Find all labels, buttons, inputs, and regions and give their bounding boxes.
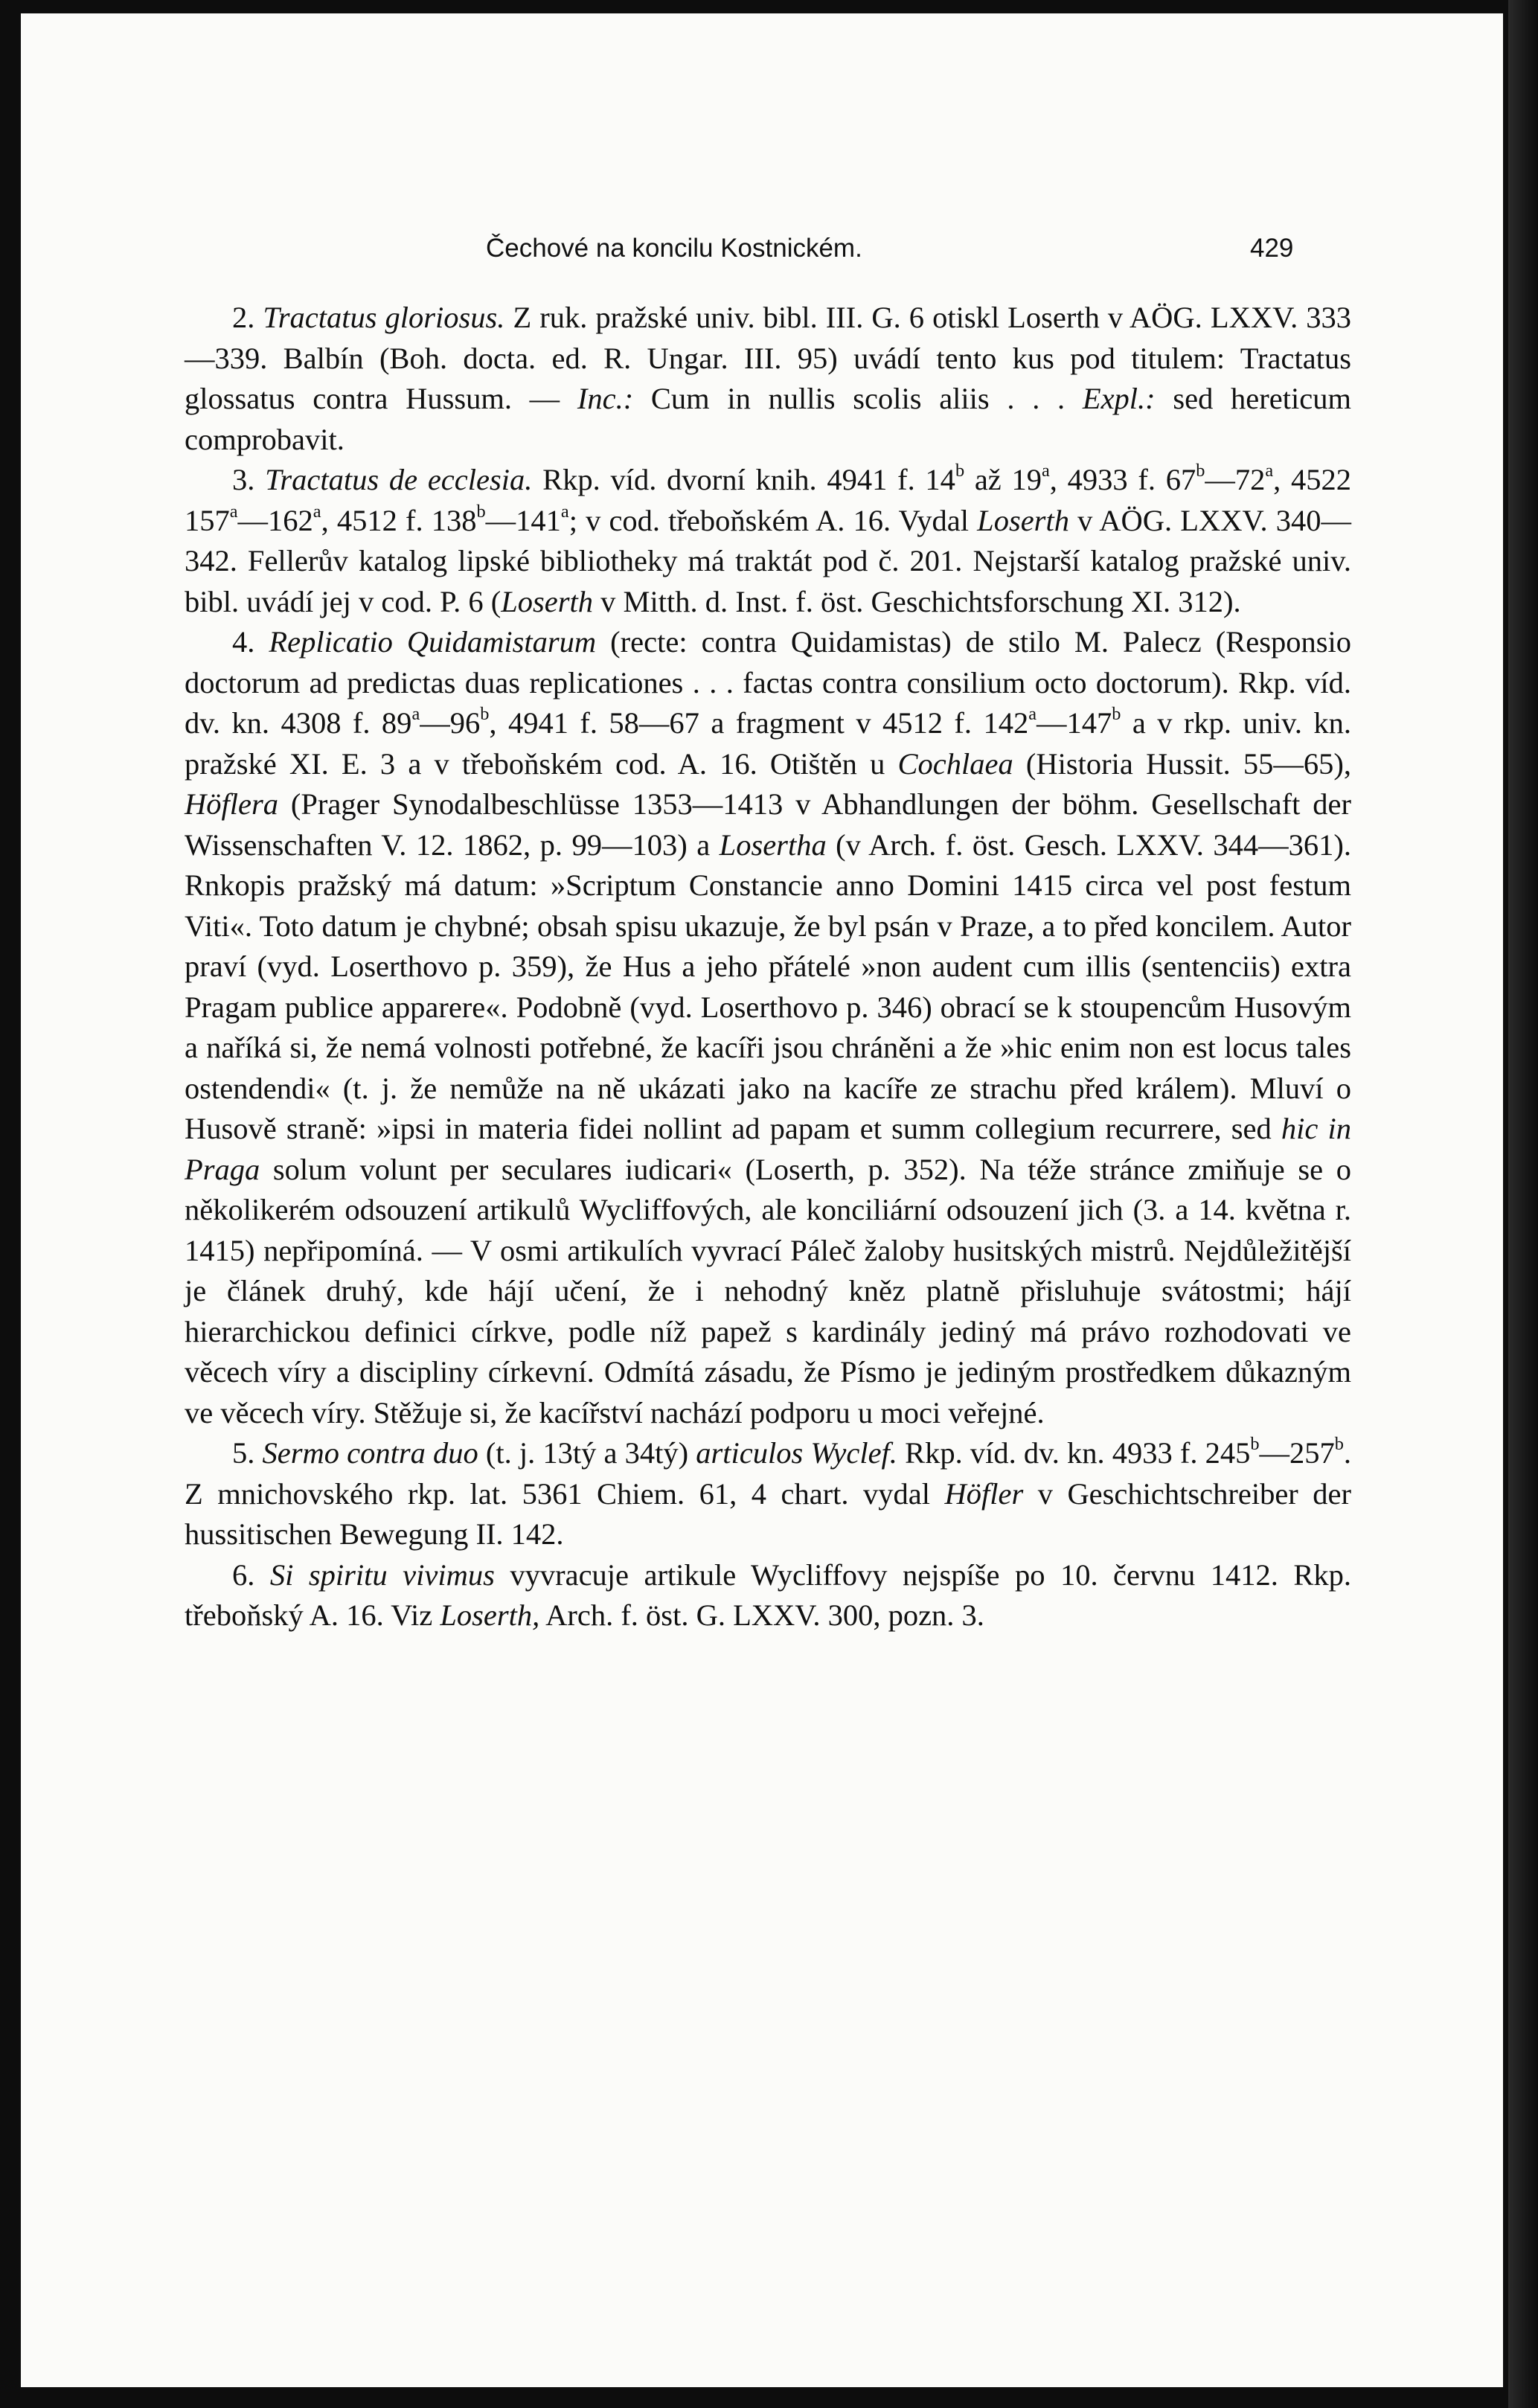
entry-6: 6. Si spiritu vivimus vyvracuje artikule Wycliffovy nejspíše po 10. červnu 1412. Rkp. třeboňský A. 16. Viz Loserth, Arch. f. öst. G. LXXV. 300, pozn. 3.	[185, 1557, 1352, 1632]
scan-edge	[1508, 0, 1538, 2408]
entry-title: Tractatus gloriosus.	[263, 301, 505, 334]
entry-4: 4. Replicatio Quidamistarum (recte: contra Quidamistas) de stilo M. Palecz (Responsio doctorum ad predictas duas replicationes . . . factas contra consilium octo doctorum). Rkp. víd. dv. kn. 4308 f. 89$^a$—96$^b$, 4941 f. 58—67 a fragment v 4512 f. 142$^a$—147$^b$ a v rkp. univ. kn. pražské XI. E. 3 a v třeboňském cod. A. 16. Otištěn u Cochlaea (Historia Hussit. 55—65), Höflera (Prager Synodalbeschlüsse 1353—1413 v Abhandlungen der böhm. Gesellschaft der Wissenschaften V. 12. 1862, p. 99—103) a Losertha (v Arch. f. öst. Gesch. LXXV. 344—361). Rnkopis pražský má datum: »Scriptum Constancie anno Domini 1415 circa vel post festum Viti«. Toto datum je chybné; obsah spisu ukazuje, že byl psán v Praze, a to před koncilem. Autor praví (vyd. Loserthovo p. 359), že Hus a jeho přátelé »non audent cum illis (sentenciis) extra Pragam publice apparere«. Podobně (vyd. Loserthovo p. 346) obrací se k stoupencům Husovým a naříká si, že nemá volnosti potřebné, že kacíři jsou chráněni a že »hic enim non est locus tales ostendendi« (t. j. že nemůže na ně ukázati jako na kacíře ze strachu před králem). Mluví o Husově straně: »ipsi in materia fidei nollint ad papam et summ collegium recurrere, sed hic in Praga solum volunt per seculares iudicari« (Loserth, p. 352). Na téže stránce zmiňuje se o několikerém odsouzení artikulů Wycliffových, ale konciliární odsouzení jich (3. a 14. května r. 1415) nepřipomíná. — V osmi artikulích vyvrací Páleč žaloby husitských mistrů. Nejdůležitější je článek druhý, kde hájí učení, že i nehodný kněz platně přisluhuje svátostmi; hájí hierarchickou definici církve, podle níž papež s kardinály jediný má právo rozhodovati ve věcech víry a discipliny církevní. Odmítá zásadu, že Písmo je jediným prostředkem důkazným ve věcech víry. Stěžuje si, že kacířství nachází podporu u moci veřejné.	[185, 625, 1351, 1429]
entry-title: Sermo contra duo	[262, 1436, 478, 1470]
book-page	[21, 13, 1503, 2387]
entry-number: 2.	[232, 301, 255, 334]
entry-3: 3. Tractatus de ecclesia. Rkp. víd. dvorní knih. 4941 f. 14$^b$ až 19$^a$, 4933 f. 67$^b$—72$^a$, 4522 157$^a$—162$^a$, 4512 f. 138$^b$—141$^a$; v cod. třeboňském A. 16. Vydal Loserth v AÖG. LXXV. 340—342. Fellerův katalog lipské bibliotheky má traktát pod č. 201. Nejstarší katalog pražské univ. bibl. uvádí jej v cod. P. 6 (Loserth v Mitth. d. Inst. f. öst. Geschichtsforschung XI. 312).	[185, 460, 1352, 618]
page-number: 429	[1250, 234, 1294, 263]
entry-number: 4.	[232, 625, 255, 659]
entry-title: Tractatus de ecclesia.	[265, 463, 533, 496]
entry-title: Replicatio Quidamistarum	[269, 625, 597, 659]
body-text	[185, 298, 1351, 1636]
entry-number: 3.	[232, 463, 255, 496]
running-title: Čechové na koncilu Kostnickém.	[486, 234, 862, 263]
running-header	[21, 234, 1503, 278]
entry-2: 2. Tractatus gloriosus. Z ruk. pražské univ. bibl. III. G. 6 otiskl Loserth v AÖG. LXXV. 333—339. Balbín (Boh. docta. ed. R. Ungar. III. 95) uvádí tento kus pod titulem: Tractatus glossatus contra Hussum. — Inc.: Cum in nullis scolis aliis . . . Expl.: sed hereticum comprobavit.	[185, 301, 1352, 456]
entry-title: Si spiritu vivimus	[269, 1557, 495, 1592]
entry-5: 5. Sermo contra duo (t. j. 13tý a 34tý) articulos Wyclef. Rkp. víd. dv. kn. 4933 f. 245$^b$—257$^b$. Z mnichovského rkp. lat. 5361 Chiem. 61, 4 chart. vydal Höfler v Geschichtschreiber der hussitischen Bewegung II. 142.	[185, 1433, 1352, 1551]
entry-number: 6.	[232, 1557, 255, 1592]
entry-number: 5.	[232, 1436, 255, 1470]
